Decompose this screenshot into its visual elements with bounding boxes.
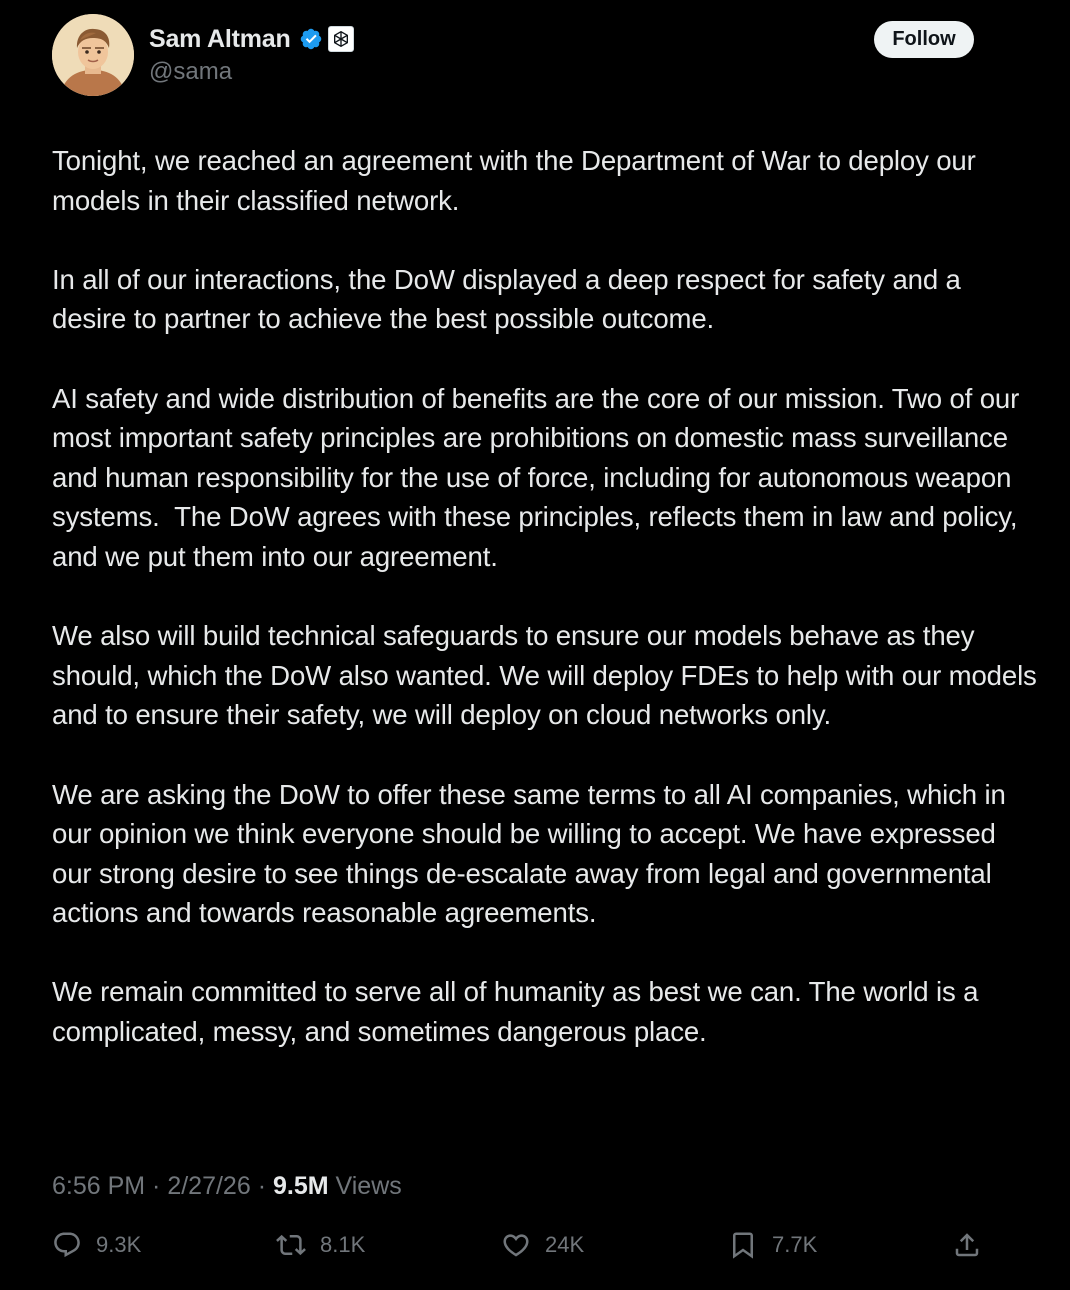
author-display-name[interactable]: Sam Altman bbox=[149, 24, 291, 53]
heart-icon bbox=[501, 1230, 531, 1260]
views-label: Views bbox=[328, 1172, 402, 1200]
meta-separator: · bbox=[145, 1172, 168, 1200]
share-icon bbox=[952, 1230, 982, 1260]
openai-logo-icon[interactable] bbox=[328, 26, 354, 52]
reply-count: 9.3K bbox=[96, 1232, 142, 1257]
author-name-row bbox=[149, 22, 354, 56]
avatar[interactable] bbox=[52, 14, 134, 96]
bookmark-count: 7.7K bbox=[772, 1232, 818, 1257]
tweet-paragraph: In all of our interactions, the DoW displayed a deep respect for safety and a desire to partner to achieve the best possible outcome. bbox=[52, 263, 969, 335]
repost-button[interactable] bbox=[276, 1225, 365, 1265]
tweet-date[interactable]: 2/27/26 bbox=[167, 1172, 251, 1200]
tweet-paragraph: We remain committed to serve all of humanity as best we can. The world is a complicated, messy, and sometimes dangerous place. bbox=[52, 976, 986, 1048]
like-button[interactable] bbox=[501, 1225, 584, 1265]
repost-count: 8.1K bbox=[320, 1232, 366, 1257]
bookmark-button[interactable] bbox=[728, 1225, 817, 1265]
tweet-meta bbox=[52, 1168, 402, 1204]
tweet-time[interactable]: 6:56 PM bbox=[52, 1172, 146, 1200]
like-count: 24K bbox=[545, 1232, 585, 1257]
reply-icon bbox=[52, 1230, 82, 1260]
follow-button[interactable]: Follow bbox=[874, 21, 974, 58]
tweet-text bbox=[52, 141, 1045, 1052]
verified-badge-icon[interactable] bbox=[299, 27, 323, 51]
tweet-paragraph: We are asking the DoW to offer these same terms to all AI companies, which in our opinion we think everyone should be willing to accept. We have expressed our strong desire to see things de-escalate away from legal and governmental actions and towards reasonable agreements. bbox=[52, 778, 1014, 929]
repost-icon bbox=[276, 1230, 306, 1260]
tweet-paragraph: AI safety and wide distribution of benefits are the core of our mission. Two of our most important safety principles are prohibitions on domestic mass surveillance and human responsibility for the use of force, including for autonomous weapon systems. The DoW agrees with these principles, reflects them in law and policy, and we put them into our agreement. bbox=[52, 382, 1027, 572]
author-handle[interactable]: @sama bbox=[149, 58, 233, 85]
tweet-paragraph: We also will build technical safeguards to ensure our models behave as they should, which the DoW also wanted. We will deploy FDEs to help with our models and to ensure their safety, we will deploy on cloud networks only. bbox=[52, 620, 1045, 731]
tweet-paragraph: Tonight, we reached an agreement with the Department of War to deploy our models in their classified network. bbox=[52, 145, 984, 216]
reply-button[interactable] bbox=[52, 1225, 141, 1265]
avatar-illustration bbox=[52, 14, 134, 96]
tweet-actions bbox=[0, 1225, 1070, 1265]
share-button[interactable] bbox=[952, 1225, 982, 1265]
meta-separator: · bbox=[250, 1172, 273, 1200]
views-count[interactable]: 9.5M bbox=[272, 1172, 329, 1200]
bookmark-icon bbox=[728, 1230, 758, 1260]
